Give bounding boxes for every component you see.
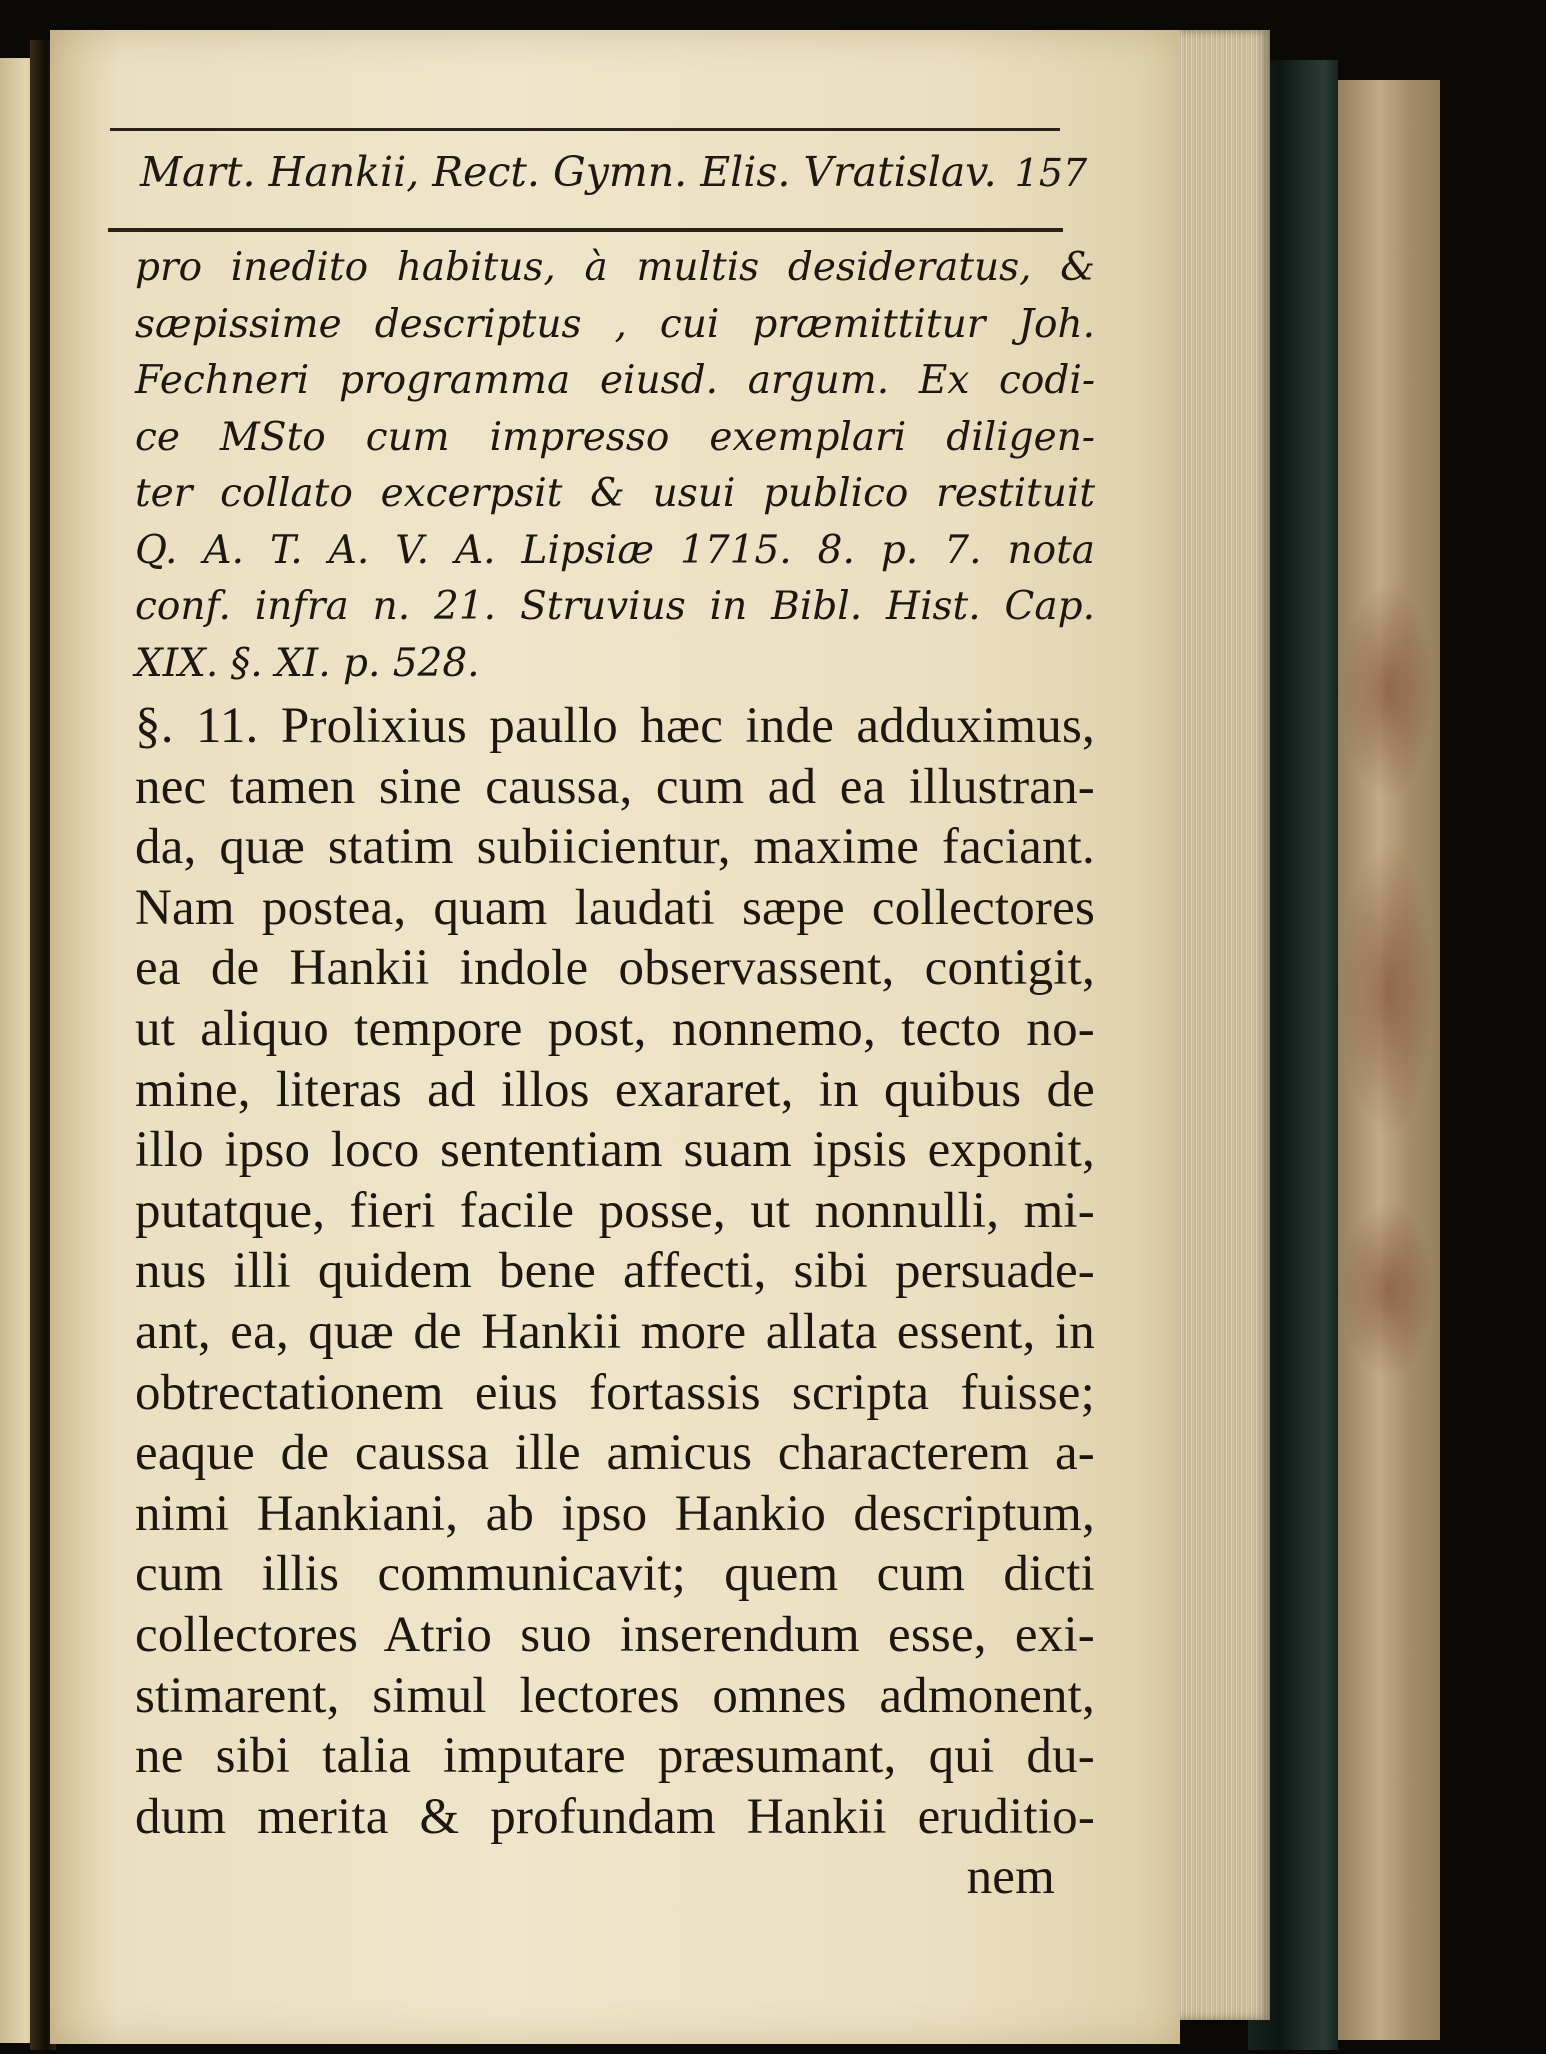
footnote-line: Q. A. T. A. V. A. Lipsiæ 1715. 8. p. 7. nota (135, 527, 1095, 573)
paragraph-line: §. 11. Prolixius paullo hæc inde adduximus, (135, 698, 1095, 754)
paragraph-line: obtrectationem eius fortassis scripta fuisse; (135, 1364, 1095, 1421)
page-edges-stack (1168, 30, 1270, 2020)
book-cover-leather (1330, 80, 1440, 2040)
footnote-line: ce MSto cum impresso exemplari diligen- (135, 414, 1095, 460)
paragraph-line: stimarent, simul lectores omnes admonent, (135, 1667, 1095, 1724)
footnote-line: Fechneri programma eiusd. argum. Ex codi- (135, 358, 1095, 403)
paragraph-line: nus illi quidem bene affecti, sibi persuade- (135, 1243, 1095, 1300)
footnote-line: ter collato excerpsit & usui publico restituit (135, 471, 1095, 516)
header-rule-top (110, 128, 1060, 131)
paragraph-line: eaque de caussa ille amicus characterem a- (135, 1425, 1095, 1482)
page-number: 157 (1014, 151, 1088, 195)
paragraph-line: ea de Hankii indole observassent, contigit, (135, 940, 1095, 997)
running-header (140, 148, 1088, 218)
paragraph-line: mine, literas ad illos exararet, in quibus de (135, 1061, 1095, 1118)
paragraph-line: nec tamen sine caussa, cum ad ea illustran- (135, 758, 1095, 815)
paragraph-line: cum illis communicavit; quem cum dicti (135, 1546, 1095, 1603)
footnote-line: conf. infra n. 21. Struvius in Bibl. Hist. Cap. (135, 584, 1095, 629)
paragraph-line: putatque, fieri facile posse, ut nonnulli, mi- (135, 1182, 1095, 1239)
catchword: nem (966, 1849, 1055, 1906)
paragraph-line: Nam postea, quam laudati sæpe collectores (135, 879, 1095, 936)
header-rule-bottom (108, 228, 1063, 232)
paragraph-line: nimi Hankiani, ab ipso Hankio descriptum, (135, 1485, 1095, 1542)
paragraph-line: da, quæ statim subiicientur, maxime faciant. (135, 819, 1095, 876)
paragraph-line: ut aliquo tempore post, nonnemo, tecto no- (135, 1000, 1095, 1057)
footnote-line: pro inedito habitus, à multis desideratus, & (135, 245, 1095, 290)
footnote-line: XIX. §. XI. p. 528. (135, 640, 480, 686)
paragraph-line: collectores Atrio suo inserendum esse, exi- (135, 1606, 1095, 1663)
paragraph-line: ne sibi talia imputare præsumant, qui du- (135, 1728, 1095, 1785)
text-block (135, 240, 1095, 1908)
paragraph-line: ant, ea, quæ de Hankii more allata essent, in (135, 1303, 1095, 1360)
running-title: Mart. Hankii, Rect. Gymn. Elis. Vratislav. (140, 148, 997, 196)
paragraph-line: illo ipso loco sententiam suam ipsis exponit, (135, 1122, 1095, 1179)
footnote-line: sæpissime descriptus , cui præmittitur Joh. (135, 301, 1095, 347)
paragraph-line: dum merita & profundam Hankii eruditio- (135, 1788, 1095, 1845)
